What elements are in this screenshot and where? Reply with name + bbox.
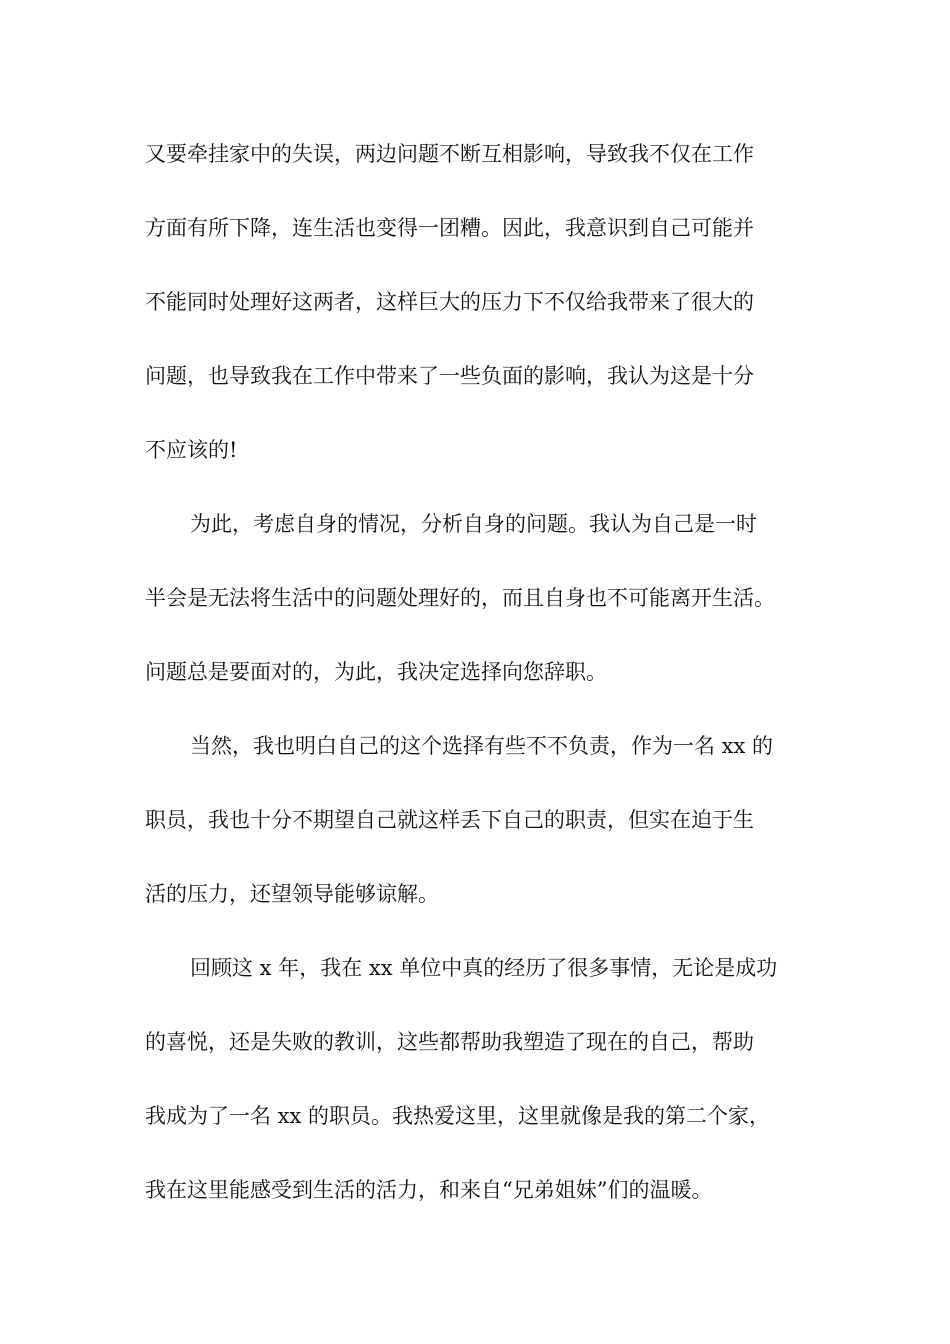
text-line: 的喜悦，还是失败的教训，这些都帮助我塑造了现在的自己，帮助 xyxy=(145,1030,754,1054)
document-body xyxy=(145,128,810,1238)
text-line: 问题，也导致我在工作中带来了一些负面的影响，我认为这是十分 xyxy=(145,364,754,388)
text-line: 又要牵挂家中的失误，两边问题不断互相影响，导致我不仅在工作 xyxy=(145,142,754,166)
text-line: 不应该的! xyxy=(145,438,238,462)
text-line: 问题总是要面对的，为此，我决定选择向您辞职。 xyxy=(145,660,607,684)
text-line: 活的压力，还望领导能够谅解。 xyxy=(145,882,439,906)
paragraph-start-line: 当然，我也明白自己的这个选择有些不不负责，作为一名 xx 的 xyxy=(190,734,774,758)
paragraph-start-line: 为此，考虑自身的情况，分析自身的问题。我认为自己是一时 xyxy=(190,512,757,536)
text-line: 职员，我也十分不期望自己就这样丢下自己的职责，但实在迫于生 xyxy=(145,808,754,832)
text-line: 我在这里能感受到生活的活力，和来自“兄弟姐妹”们的温暖。 xyxy=(145,1178,713,1202)
text-line: 不能同时处理好这两者，这样巨大的压力下不仅给我带来了很大的 xyxy=(145,290,754,314)
text-line: 我成为了一名 xx 的职员。我热爱这里，这里就像是我的第二个家， xyxy=(145,1104,771,1128)
text-line: 半会是无法将生活中的问题处理好的，而且自身也不可能离开生活。 xyxy=(145,586,775,610)
paragraph-start-line: 回顾这 x 年，我在 xx 单位中真的经历了很多事情，无论是成功 xyxy=(190,956,778,980)
text-line: 方面有所下降，连生活也变得一团糟。因此，我意识到自己可能并 xyxy=(145,216,754,240)
